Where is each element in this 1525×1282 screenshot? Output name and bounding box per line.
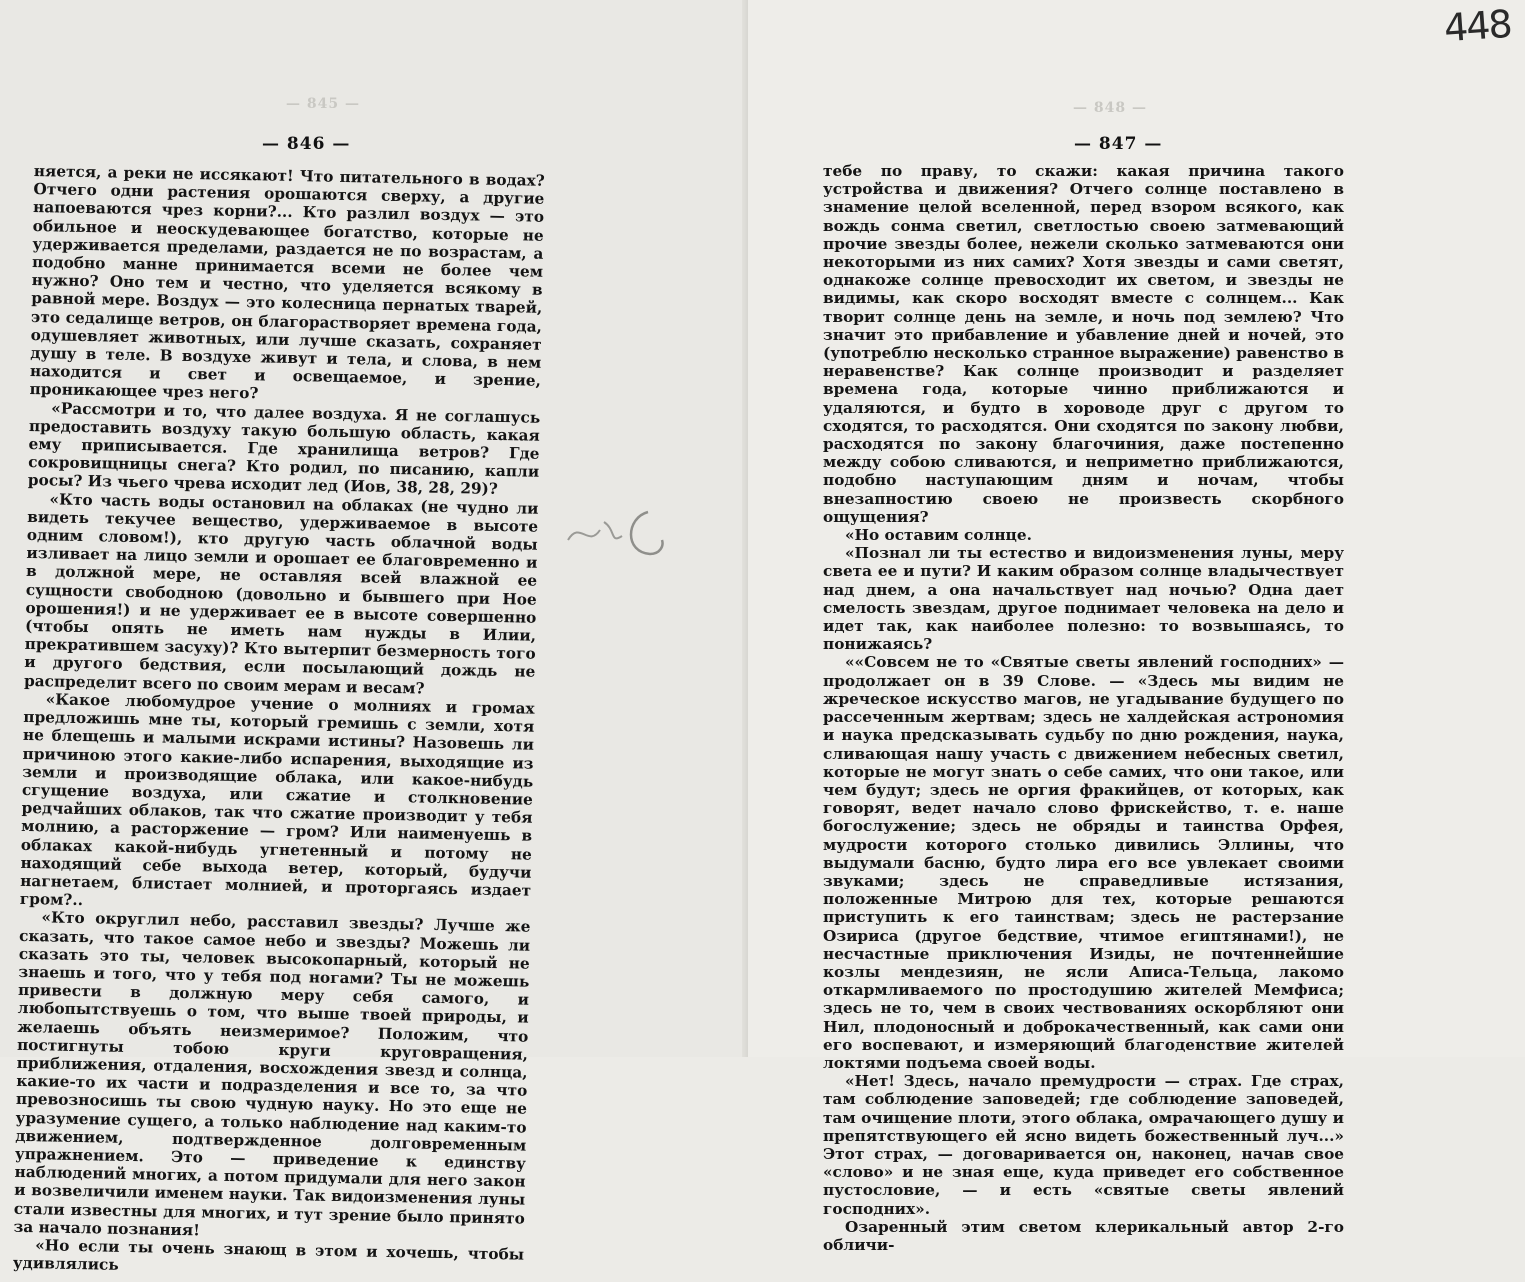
- handwritten-folio-number: 448: [1443, 1, 1513, 51]
- pencil-scribble-mark: [560, 500, 670, 560]
- paragraph: ««Совсем не то «Святые светы явлений господних» — продолжает он в 39 Слове. — «Здесь мы видим не жреческое искусство магов, не угадывание будущего по рассеченным жертвам; здесь не халдейская астрономия и наука предсказывать судьбу по дню рождения, наука, сливающая нашу участь с движением небесных светил, которые не могут знать о себе самих, что они такое, или чем будут; здесь не оргия фракийцев, от которых, как говорят, ведет начало слово фрискейство, т. е. наше богослужение; здесь не обряды и таинства Орфея, мудрости которого столько дивились Эллины, что выдумали басню, будто лира его все увлекает своими звуками; здесь не справедливые истязания, положенные Митрою для тех, которые решаются приступить к его таинствам; здесь не растерзание Озириса (другое бедствие, чтимое египтянами!), не несчастные приключения Изиды, не почтеннейшие козлы мендезиян, не ясли Аписа-Тельца, лакомо откармливаемого по простодушию жителей Мемфиса; здесь не то, чем в своих чествованиях оскорбляют они Нил, плодоносный и доброкачественный, как сами они его воспевают, и измеряющий благоденствие жителей локтями подъема своей воды.: [823, 653, 1344, 1072]
- paragraph: «Рассмотри и то, что далее воздуха. Я не соглашусь предоставить воздуху такую большую область, какая ему приписывается. Где хранилища ветров? Где сокровищницы снега? Кто родил, по писанию, капли росы? Из чьего чрева исходит лед (Иов, 38, 28, 29)?: [27, 399, 541, 499]
- paragraph: «Кто округлил небо, расставил звезды? Лучше же сказать, что такое самое небо и звезды? Можешь ли сказать это ты, человек высокопарный, который не знаешь и того, что у тебя под ногами? Ты не можешь привести в должную меру себя самого, и любопытствуешь о том, что выше твоей природы, и желаешь объять неизмеримое? Положим, что постигнуты тобою круги круговращения, приближения, отдаления, восхождения звезд и солнца, какие-то их части и подразделения и все то, за что превозносишь ты свою чудную науку. Но это еще не уразумение сущего, а только наблюдение над каким-то движением, подтвержденное долговременным упражнением. Это — приведение к единству наблюдений многих, а потом придумали для него закон и возвеличили именем науки. Так видоизменения луны стали известны для многих, и тут зрение было принято за начало познания!: [13, 908, 531, 1240]
- left-page-number: — 846 —: [262, 134, 351, 154]
- right-page: [748, 0, 1525, 1254]
- left-page: [0, 0, 748, 1275]
- paragraph: «Познал ли ты естество и видоизменения луны, меру света ее и пути? И каким образом солнце владычествует над днем, а она начальствует над ночью? Одна дает смелость звездам, другое поднимает человека на дело и идет так, как наиболее полезно: то возвышаясь, то понижаясь?: [823, 544, 1344, 654]
- left-page-bleed-through-header: — 845 —: [286, 96, 360, 112]
- right-text-column: [823, 162, 1344, 1254]
- paragraph: «Но оставим солнце.: [845, 526, 1032, 545]
- left-text-column: [13, 162, 545, 1282]
- paragraph: «Нет! Здесь, начало премудрости — страх. Где страх, там соблюдение заповедей; где соблюдение заповедей, там очищение плоти, этого облака, омрачающего душу и препятствующего ей ясно видеть божественный луч...» Этот страх, — договаривается он, наконец, начав свое «слово» и не зная еще, куда приведет его собственное пустословие, — и есть «святые светы явлений господних».: [823, 1072, 1344, 1218]
- paragraph: тебе по праву, то скажи: какая причина такого устройства и движения? Отчего солнце поставлено в знамение целой вселенной, перед взором всякого, как вождь сонма светил, светлостью своею затмевающий прочие звезды более, нежели сколько затмеваются они некоторыми из них самих? Хотя звезды и сами светят, однакоже солнце превосходит их светом, и звезды не видимы, как скоро восходят вместе с солнцем... Как творит солнце день на земле, и ночь под землею? Что значит это прибавление и убавление дней и ночей, это (употреблю несколько странное выражение) равенство в неравенстве? Как солнце производит и разделяет времена года, которые чинно приближаются и удаляются, и будто в хороводе друг с другом то сходятся, то расходятся. Они сходятся по закону любви, расходятся по закону благочиния, даже постепенно между собою сливаются, и неприметно приближаются, подобно наступающим дням и ночам, чтобы внезапностию своею не произвесть скорбного ощущения?: [823, 162, 1344, 526]
- paragraph: няется, а реки не иссякают! Что питательного в водах? Отчего одни растения орошаются сверху, а другие напоеваются чрез корни?... Кто разлил воздух — это обильное и неоскудевающее богатство, которые не удерживается пределами, раздается не по возрастам, а подобно манне принимается всеми не более чем нужно? Оно тем и честно, что уделяется всякому в равной мере. Воздух — это колесница пернатых тварей, это седалище ветров, он благорастворяет времена года, одушевляет животных, или лучше сказать, сохраняет душу в теле. В воздухе живут и тела, и слова, в нем находится и свет и освещаемое, и зрение, проникающее чрез него?: [29, 162, 545, 403]
- paragraph: Озаренный этим светом клерикальный автор 2-го обличи-: [823, 1217, 1344, 1254]
- paragraph: «Кто часть воды остановил на облаках (не чудно ли видеть текучее вещество, удерживаемое в высоте одним словом!), кто другую часть облачной воды изливает на лицо земли и орошает ее благовременно и в должной мере, не оставляя всей влажной ее сущности свободною (довольно и бывшего при Ное орошения!) и не удерживает ее в высоте совершенно (чтобы опять не иметь нам нужды в Илии, прекратившем засуху)? Кто вытерпит безмерность того и другого бедствия, если посылающий дождь не распределит всего по своим мерам и весам?: [23, 490, 539, 698]
- right-page-number: — 847 —: [1074, 134, 1163, 154]
- right-page-bleed-through-header: — 848 —: [1073, 100, 1147, 116]
- paragraph: «Какое любомудрое учение о молниях и громах предложишь мне ты, который гремишь с земли, хотя не блещешь и малыми искрами истины? Назовешь ли причиною этого какие-либо испарения, выходящие из земли и производящие облака, или какое-нибудь сгущение воздуха, или сжатие и столкновение редчайших облаков, так что сжатие производит у тебя молнию, а расторжение — гром? Или наименуешь в облаках какой-нибудь угнетенный и потому не находящий себе выхода ветер, который, будучи нагнетаем, блистает молнией, и проторгаясь издает гром?..: [19, 690, 535, 910]
- paragraph: «Но если ты очень знающ в этом и хочешь, чтобы удивлялись: [12, 1236, 525, 1275]
